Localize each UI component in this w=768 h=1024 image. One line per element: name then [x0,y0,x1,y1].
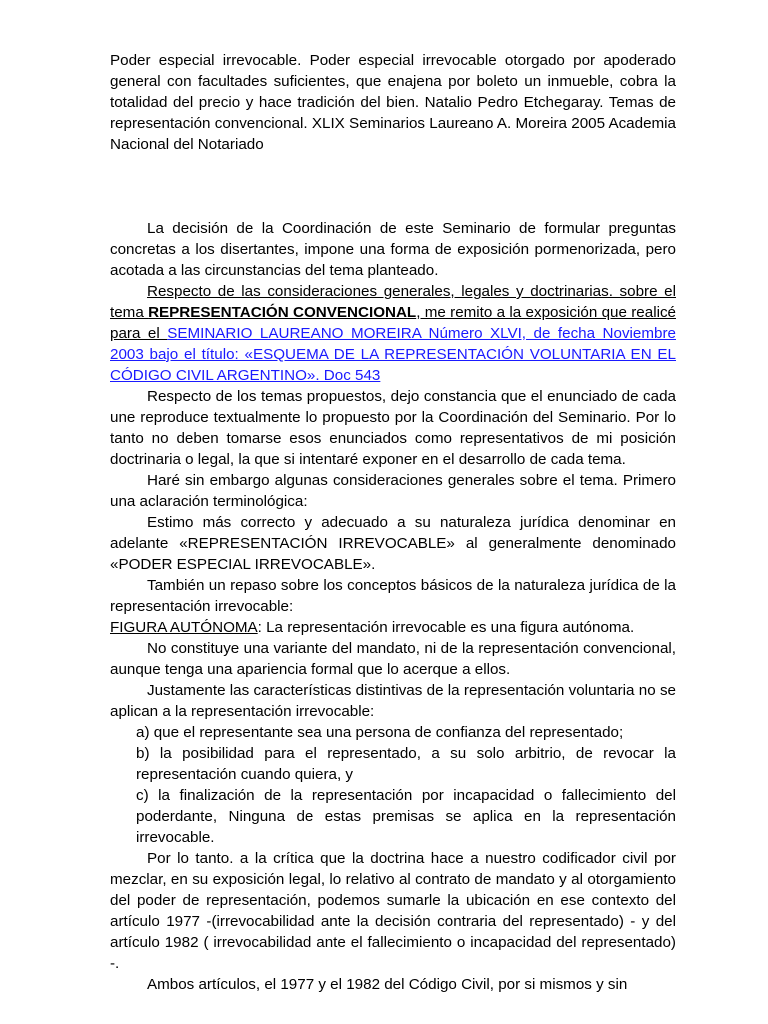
reference-bold-topic: REPRESENTACIÓN CONVENCIONAL [148,304,417,321]
list-item: c) la finalización de la representación por incapacidad o fallecimiento del poderdante, Ninguna de estas premisas se aplica en la representación irrevocable. [136,787,676,846]
paragraph-concepts: También un repaso sobre los conceptos básicos de la naturaleza jurídica de la representación irrevocable: [110,577,676,615]
paragraph-reference [110,281,676,386]
list-item: b) la posibilidad para el representado, a su solo arbitrio, de revocar la representación cuando quiera, y [136,745,676,783]
reference-text-2: , me remito a la exposición que realicé para el [110,304,676,342]
paragraph-terminology: Estimo más correcto y adecuado a su naturaleza jurídica denominar en adelante «REPRESENTACIÓN IRREVOCABLE» al generalmente denominado «PODER ESPECIAL IRREVOCABLE». [110,514,676,573]
paragraph-articles: Ambos artículos, el 1977 y el 1982 del Código Civil, por si mismos y sin [147,976,628,993]
paragraph-characteristics: Justamente las características distintivas de la representación voluntaria no se aplican a la representación irrevocable: [110,682,676,720]
paragraph-not-mandate: No constituye una variante del mandato, ni de la representación convencional, aunque tenga una apariencia formal que lo acerque a ellos. [110,640,676,678]
paragraph-autonomous-figure [110,617,676,638]
paragraph-conclusion: Por lo tanto. a la crítica que la doctrina hace a nuestro codificador civil por mezclar, en su exposición legal, lo relativo al contrato de mandato y al otorgamiento del poder de representación, podemos sumarle la ubicación en ese contexto del artículo 1977 -(irrevocabilidad ante la decisión contraria del representado) - y del artículo 1982 ( irrevocabilidad ante el fallecimiento o incapacidad del representado) -. [110,850,676,972]
document-page [110,50,676,995]
reference-text: Respecto de las consideraciones generales, legales y doctrinarias. sobre el tema [110,283,676,321]
paragraph-coordination: La decisión de la Coordinación de este Seminario de formular preguntas concretas a los disertantes, impone una forma de exposición pormenorizada, pero acotada a las circunstancias del tema planteado. [110,220,676,279]
autonomous-figure-text: : La representación irrevocable es una figura autónoma. [257,619,635,636]
paragraph-considerations: Haré sin embargo algunas consideraciones generales sobre el tema. Primero una aclaración terminológica: [110,472,676,510]
seminar-link[interactable]: SEMINARIO LAUREANO MOREIRA Número XLVI, de fecha Noviembre 2003 bajo el título: «ESQUEMA DE LA REPRESENTACIÓN VOLUNTARIA EN EL CÓDIGO CIVIL ARGENTINO». Doc 543 [110,325,676,384]
header-paragraph: Poder especial irrevocable. Poder especial irrevocable otorgado por apoderado general con facultades suficientes, que enajena por boleto un inmueble, cobra la totalidad del precio y hace tradición del bien. Natalio Pedro Etchegaray. Temas de representación convencional. XLIX Seminarios Laureano A. Moreira 2005 Academia Nacional del Notariado [110,52,676,153]
list-item: a) que el representante sea una persona de confianza del representado; [136,724,624,741]
autonomous-figure-label: FIGURA AUTÓNOMA [110,619,258,636]
section-gap [110,155,676,218]
paragraph-topics: Respecto de los temas propuestos, dejo constancia que el enunciado de cada une reproduce textualmente lo propuesto por la Coordinación del Seminario. Por lo tanto no deben tomarse esos enunciados como representativos de mi posición doctrinaria o legal, la que si intentaré exponer en el desarrollo de cada tema. [110,388,676,468]
